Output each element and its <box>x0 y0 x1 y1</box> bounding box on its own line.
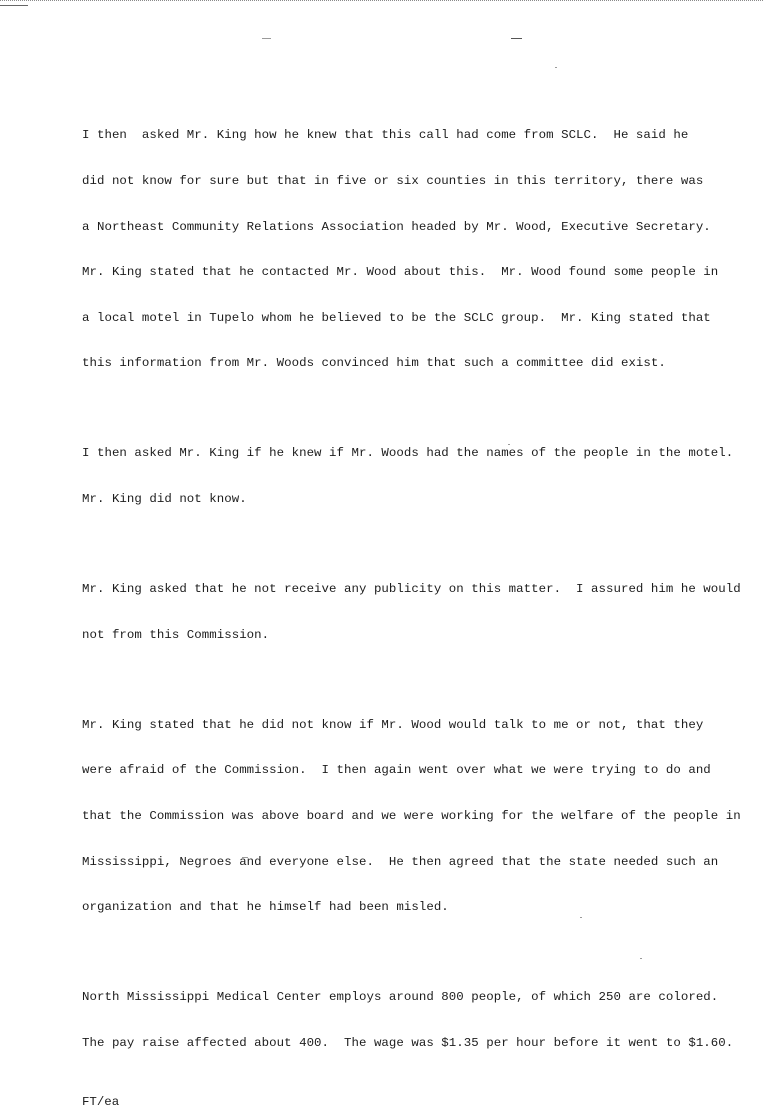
text-line: organization and that he himself had been misled. <box>82 900 449 915</box>
text-line: Mr. King stated that he contacted Mr. Wood about this. Mr. Wood found some people in <box>82 265 719 280</box>
text-line: this information from Mr. Woods convinced him that such a committee did exist. <box>82 356 666 371</box>
text-line: were afraid of the Commission. I then again went over what we were trying to do and <box>82 763 711 778</box>
paragraph <box>82 687 757 945</box>
paragraph <box>82 960 757 1082</box>
page-top-edge <box>0 0 763 10</box>
paragraph <box>82 98 757 402</box>
text-line: did not know for sure but that in five or six counties in this territory, there was <box>82 174 704 189</box>
scan-speck <box>262 38 271 39</box>
text-line: I then asked Mr. King if he knew if Mr. Woods had the names of the people in the motel. <box>82 446 734 461</box>
text-line: not from this Commission. <box>82 627 270 642</box>
text-line: I then asked Mr. King how he knew that this call had come from SCLC. He said he <box>82 128 689 143</box>
memo-body <box>82 98 757 1111</box>
scan-speck <box>511 38 522 39</box>
text-line: that the Commission was above board and we were working for the welfare of the people in <box>82 808 741 823</box>
text-line: Mr. King asked that he not receive any publicity on this matter. I assured him he would <box>82 582 741 597</box>
text-line: North Mississippi Medical Center employs around 800 people, of which 250 are colored. <box>82 990 719 1005</box>
paragraph <box>82 552 757 674</box>
text-line: Mr. King did not know. <box>82 492 247 507</box>
typist-initials: FT/ea <box>82 1095 120 1110</box>
scan-speck <box>555 67 557 68</box>
text-line: Mr. King stated that he did not know if Mr. Wood would talk to me or not, that they <box>82 717 704 732</box>
text-line: a Northeast Community Relations Association headed by Mr. Wood, Executive Secretary. <box>82 219 711 234</box>
text-line: The pay raise affected about 400. The wage was $1.35 per hour before it went to $1.60. <box>82 1035 734 1050</box>
text-line: Mississippi, Negroes and everyone else. He then agreed that the state needed such an <box>82 854 719 869</box>
text-line: a local motel in Tupelo whom he believed to be the SCLC group. Mr. King stated that <box>82 310 711 325</box>
paragraph <box>82 416 757 538</box>
